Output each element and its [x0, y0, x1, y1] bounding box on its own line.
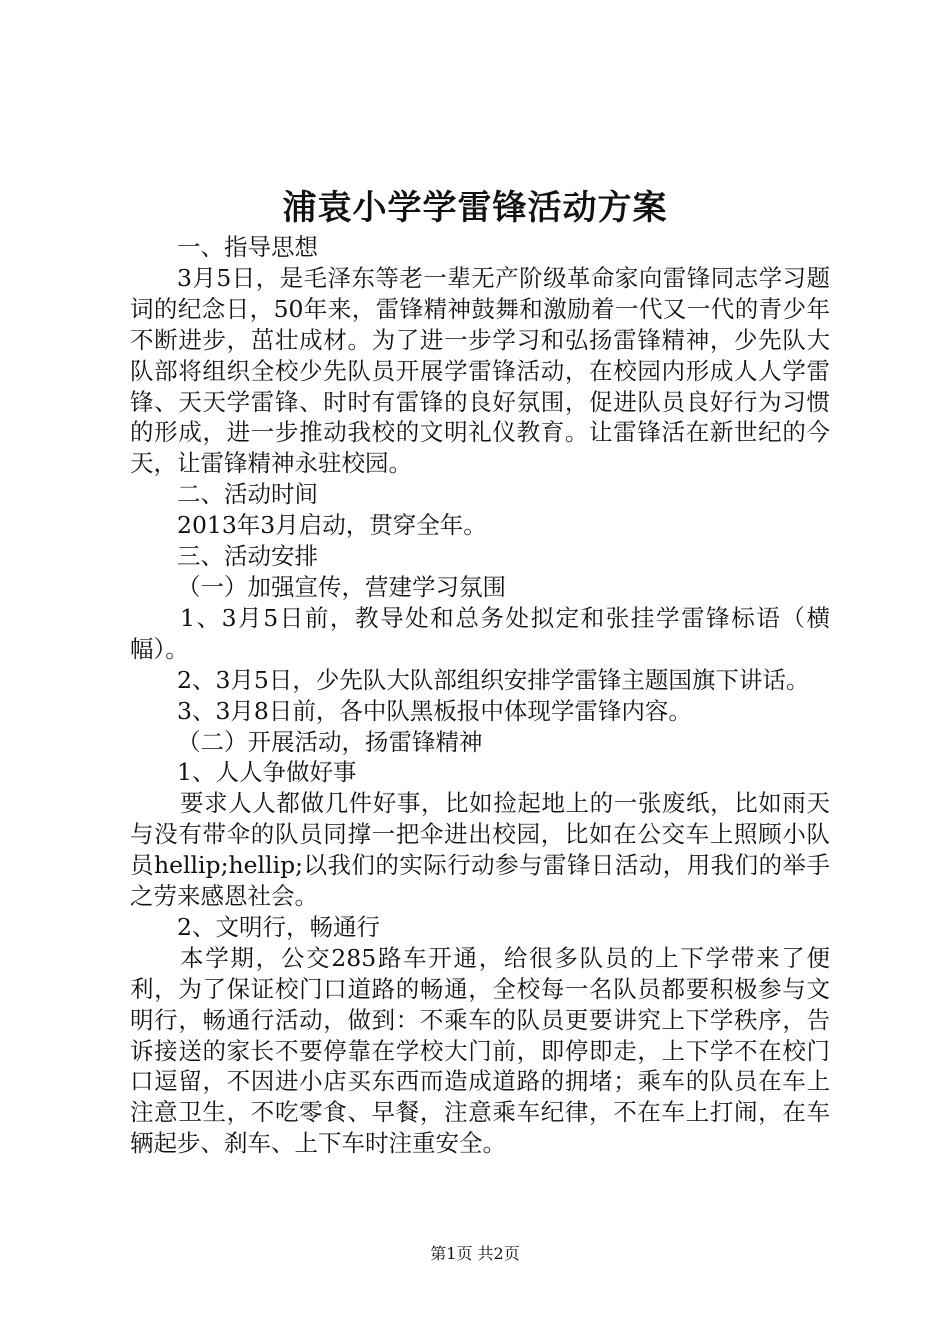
section-heading-guiding-idea: 一、指导思想	[177, 233, 318, 261]
document-title: 浦袁小学学雷锋活动方案	[282, 188, 668, 228]
paragraph-guiding-idea: 3月5日，是毛泽东等老一辈无产阶级革命家向雷锋同志学习题词的纪念日，50年来，雷锋精神鼓舞和激励着一代又一代的青少年不断进步，茁壮成材。为了进一步学习和弘扬雷锋精神，少先队大队部将组织全校少先队员开展学雷锋活动，在校园内形成人人学雷锋、天天学雷锋、时时有雷锋的良好氛围，促进队员良好行为习惯的形成，进一步推动我校的文明礼仪教育。让雷锋活在新世纪的今天，让雷锋精神永驻校园。	[130, 263, 830, 478]
list-item-good-deeds: 1、人人争做好事	[177, 758, 357, 787]
paragraph-good-deeds: 要求人人都做几件好事，比如捡起地上的一张废纸，比如雨天与没有带伞的队员同撑一把伞进出校园，比如在公交车上照顾小队员hellip;hellip;以我们的实际行动参与雷锋日活动，用我们的举手之劳来感恩社会。	[130, 789, 830, 911]
document-body	[130, 232, 830, 1159]
section-heading-activity-plan: 三、活动安排	[177, 542, 318, 571]
list-item-civil-travel: 2、文明行，畅通行	[177, 912, 380, 941]
paragraph-activity-time: 2013年3月启动，贯穿全年。	[177, 511, 487, 540]
section-heading-activity-time: 二、活动时间	[177, 480, 318, 509]
subheading-activities: （二）开展活动，扬雷锋精神	[177, 727, 483, 756]
page-footer: 第1页 共2页	[430, 1244, 520, 1263]
list-item-flag-speech: 2、3月5日，少先队大队部组织安排学雷锋主题国旗下讲话。	[177, 665, 810, 694]
paragraph-civil-travel: 本学期，公交285路车开通，给很多队员的上下学带来了便利，为了保证校门口道路的畅通，全校每一名队员都要积极参与文明行，畅通行活动，做到：不乘车的队员更要讲究上下学秩序，告诉接送的家长不要停靠在学校大门前，即停即走，上下学不在校门口逗留，不因进小店买东西而造成道路的拥堵；乘车的队员在车上注意卫生，不吃零食、早餐，注意乘车纪律，不在车上打闹，在车辆起步、刹车、上下车时注重安全。	[130, 943, 830, 1158]
list-item-slogans: 1、3月5日前，教导处和总务处拟定和张挂学雷锋标语（横幅）。	[130, 603, 830, 663]
subheading-publicity: （一）加强宣传，营建学习氛围	[177, 572, 506, 601]
list-item-blackboard: 3、3月8日前，各中队黑板报中体现学雷锋内容。	[177, 696, 692, 725]
